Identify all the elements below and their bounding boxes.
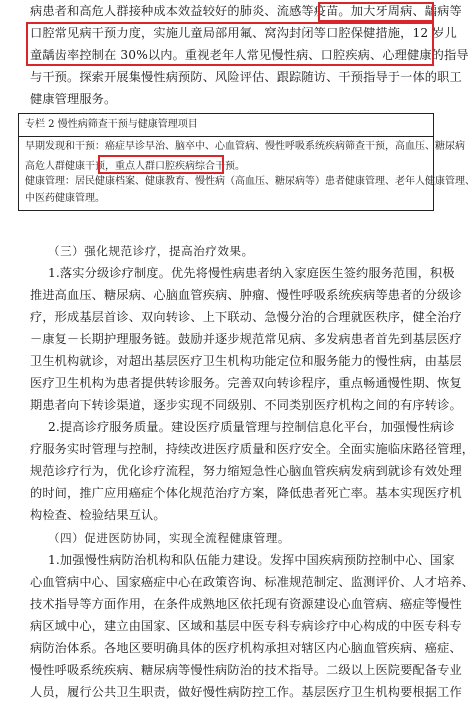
sidebar-box [18, 113, 475, 211]
paragraph-1-line-2: 口腔常见病干预力度，实施儿童局部用氟、窝沟封闭等口腔保健措施，12 岁儿 [30, 26, 457, 40]
box-title: 专栏 2 慢性病筛查干预与健康管理项目 [25, 119, 198, 130]
box-row-4: 中医药健康管理。 [25, 193, 105, 204]
box-title-row [19, 114, 433, 137]
section-3-p2-line-5: 构检查、检验结果互认。 [30, 508, 166, 522]
box-row-1: 早期发现和干预：癌症早诊早治、脑卒中、心血管病、慢性呼吸系统疾病筛查干预，高血压、糖尿病 [25, 141, 465, 152]
section-3-p1-line-4: －康复－长期护理服务链。鼓励并逐步规范常见病、多发病患者首先到基层医疗 [30, 332, 462, 346]
section-3-p1-line-6: 医疗卫生机构为患者提供转诊服务。完善双向转诊程序，重点畅通慢性期、恢复 [30, 376, 462, 390]
section-4-p1-line-7: 人员，履行公共卫生职责，做好慢性病防控工作。基层医疗卫生机构要根据工作 [30, 685, 462, 699]
section-3-p1-line-7: 期患者向下转诊渠道，逐步实现不同级别、不同类别医疗机构之间的有序转诊。 [30, 398, 462, 412]
section-4-p1-line-4: 病区域中心，建立由国家、区域和基层中医专科专病诊疗中心构成的中医专科专 [30, 619, 462, 633]
box-row-2-start: 高危人群健康干预， [25, 161, 115, 172]
section-4-p1-line-2: 心血管病中心、国家癌症中心在政策咨询、标准规范制定、监测评价、人才培养、 [30, 575, 475, 589]
paragraph-1-line-1-start: 病患者和高危人群接种成本效益较好的肺炎、流感等疫苗。 [30, 4, 351, 18]
section-4-p1-line-3: 技术指导等方面作用，在条件成熟地区依托现有资源建设心血管病、癌症等慢性 [30, 597, 462, 611]
highlight-box-top-right [318, 2, 434, 22]
section-3-p1-line-3: 疗，形成基层首诊、双向转诊、上下联动、急慢分治的合理就医秩序，健全治疗 [30, 310, 462, 324]
paragraph-1-line-4: 与干预。探索开展集慢性病预防、风险评估、跟踪随访、干预指导于一体的职工 [30, 70, 462, 84]
box-row-3: 健康管理：居民健康档案、健康教育、慢性病（高血压、糖尿病等）患者健康管理、老年人健康管理、 [25, 176, 475, 187]
section-3-p1-line-1: 1.落实分级诊疗制度。优先将慢性病患者纳入家庭医生签约服务范围，积极 [48, 266, 455, 280]
section-3-p2-line-3: 规范诊疗行为，优化诊疗流程，努力缩短急性心脑血管疾病发病到就诊有效处理 [30, 464, 462, 478]
box-row-2 [25, 159, 429, 175]
paragraph-1-line-3: 童龋齿率控制在 30%以内。重视老年人常见慢性病、口腔疾病、心理健康的指导 [30, 48, 469, 62]
highlight-box-oral-care [26, 22, 469, 66]
highlight-box-box-oral [98, 155, 224, 174]
section-3-p2-line-1: 2.提高诊疗服务质量。建设医疗质量管理与控制信息化平台，加强慢性病诊 [48, 420, 455, 434]
highlighted-text-periodontal: 加大牙周病、龋病等 [350, 4, 462, 18]
section-3-p2-line-4: 的时间，推广应用癌症个体化规范治疗方案，降低患者死亡率。基本实现医疗机 [30, 486, 462, 500]
section-3-heading: （三）强化规范诊疗，提高治疗效果。 [48, 244, 254, 258]
section-3-p1-line-2: 推进高血压、糖尿病、心脑血管疾病、肿瘤、慢性呼吸系统疾病等患者的分级诊 [30, 288, 462, 302]
section-4-p1-line-5: 病防治体系。各地区要明确具体的医疗机构承担对辖区内心脑血管疾病、癌症、 [30, 641, 462, 655]
section-3-p2-line-2: 疗服务实时管理与控制，持续改进医疗质量和医疗安全。全面实施临床路径管理， [30, 442, 475, 456]
section-3-p1-line-5: 卫生机构就诊，对超出基层医疗卫生机构功能定位和服务能力的慢性病，由基层 [30, 354, 462, 368]
section-4-heading: （四）促进医防协同，实现全流程健康管理。 [48, 531, 290, 545]
section-4-p1-line-6: 慢性呼吸系统疾病、糖尿病等慢性病防治的技术指导。二级以上医院要配备专业 [30, 663, 462, 677]
highlighted-text-oral-intervention: 重点人群口腔疾病综合干预。 [115, 161, 245, 172]
section-4-p1-line-1: 1.加强慢性病防治机构和队伍能力建设。发挥中国疾病预防控制中心、国家 [48, 553, 455, 567]
paragraph-1-line-5: 健康管理服务。 [30, 92, 117, 106]
